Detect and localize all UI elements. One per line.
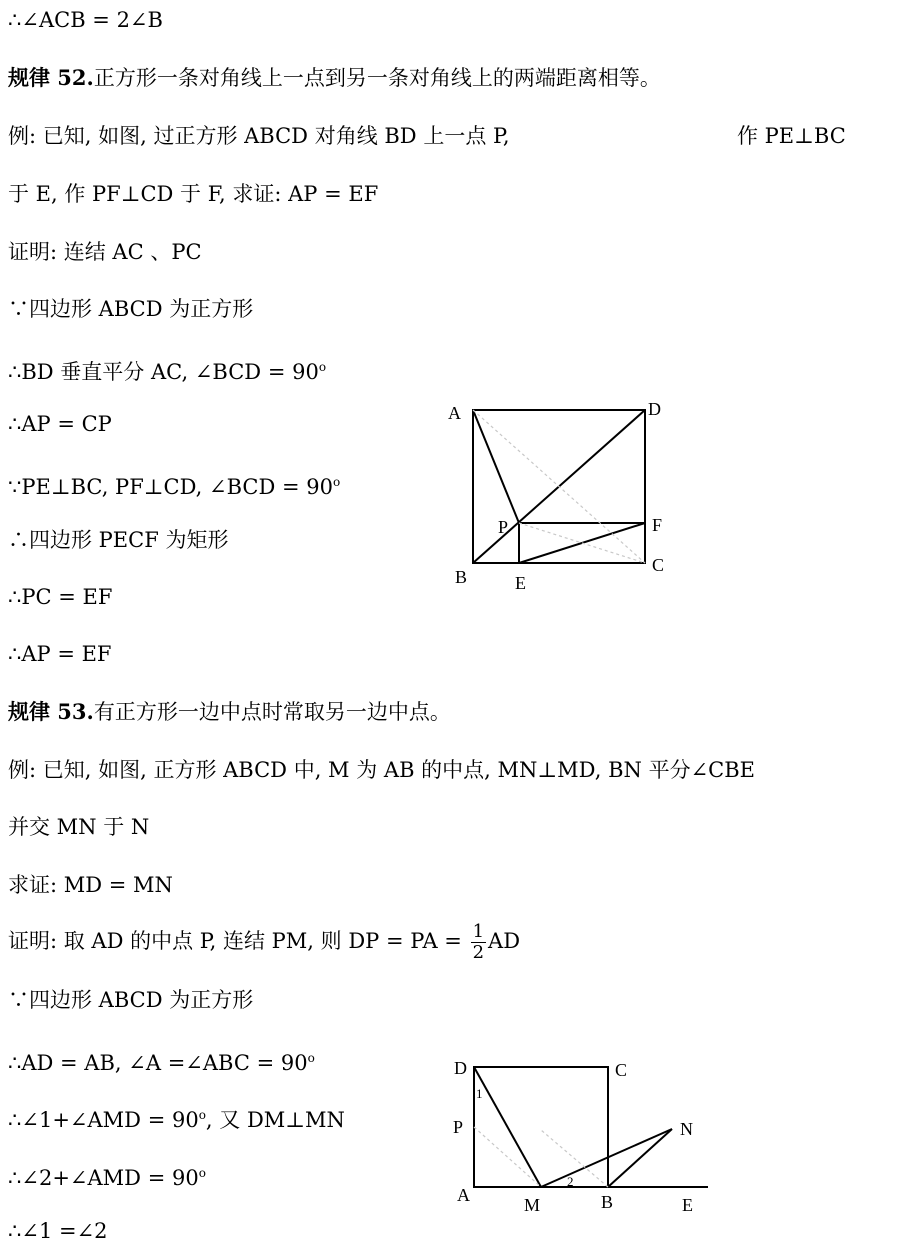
rule-52 [8, 64, 661, 92]
proof-53-step-1 [8, 922, 520, 963]
example-53-line-2: 并交 MN 于 N [8, 815, 150, 839]
proof-52-step-4: ∴AP = CP [8, 412, 112, 436]
label-d: D [648, 399, 661, 419]
rule-52-text: 正方形一条对角线上一点到另一条对角线上的两端距离相等。 [93, 66, 661, 90]
proof-52-step-2: ∵四边形 ABCD 为正方形 [8, 297, 254, 321]
label-p: P [498, 517, 509, 537]
label-a-2: A [457, 1185, 470, 1205]
proof-53-step-5 [8, 1159, 206, 1192]
proof-52-step-8: ∴AP = EF [8, 642, 112, 666]
figure-square-midpoint [440, 1050, 730, 1230]
example-53-goal: 求证: MD = MN [8, 873, 173, 897]
label-angle-1: 1 [476, 1086, 483, 1101]
segment-mn [541, 1129, 672, 1187]
fraction-one-half [471, 922, 486, 963]
square-abcd-2 [474, 1067, 608, 1187]
label-e-2: E [682, 1195, 693, 1215]
label-p-2: P [453, 1117, 464, 1137]
label-angle-2: 2 [567, 1174, 574, 1189]
proof-53-step-3 [8, 1044, 315, 1077]
proof-53-step-1-text: 证明: 取 AD 的中点 P, 连结 PM, 则 DP = PA = [8, 929, 462, 953]
proof-53-step-4-end: , 又 DM⊥MN [205, 1108, 345, 1132]
degree-mark: o [198, 1108, 206, 1122]
proof-53-step-5-text: ∴∠2+∠AMD = 90 [8, 1166, 199, 1190]
proof-53-step-3-text: ∴AD = AB, ∠A =∠ABC = 90 [8, 1051, 308, 1075]
example-52-line-1: 例: 已知, 如图, 过正方形 ABCD 对角线 BD 上一点 P, [8, 124, 510, 148]
label-f: F [652, 515, 663, 535]
segment-dm [474, 1067, 541, 1187]
label-b: B [455, 567, 468, 587]
proof-52-step-5-text: ∵PE⊥BC, PF⊥CD, ∠BCD = 90 [8, 475, 334, 499]
rule-52-heading: 规律 52. [8, 65, 94, 90]
proof-53-step-1-end: AD [488, 929, 521, 953]
degree-mark: o [318, 360, 327, 374]
proof-52-step-5 [8, 468, 340, 501]
rule-53 [8, 698, 451, 726]
fraction-denominator: 2 [472, 942, 485, 963]
proof-53-step-4-text: ∴∠1+∠AMD = 90 [8, 1108, 199, 1132]
figure-square-diagonal [430, 395, 680, 605]
proof-52-step-3-text: ∴BD 垂直平分 AC, ∠BCD = 90 [8, 360, 319, 384]
proof-52-step-3 [8, 353, 326, 386]
label-d-2: D [454, 1058, 467, 1078]
proof-53-step-4 [8, 1101, 345, 1134]
degree-mark: o [333, 475, 341, 489]
proof-53-step-6: ∴∠1 =∠2 [8, 1219, 108, 1243]
label-m: M [524, 1195, 541, 1215]
rule-53-text: 有正方形一边中点时常取另一边中点。 [93, 700, 451, 724]
label-a: A [448, 403, 461, 423]
degree-mark: o [198, 1166, 206, 1180]
example-53-line-1: 例: 已知, 如图, 正方形 ABCD 中, M 为 AB 的中点, MN⊥MD, BN 平分∠CBE [8, 758, 755, 782]
label-b-2: B [601, 1192, 614, 1212]
degree-mark: o [307, 1051, 315, 1065]
label-e: E [515, 573, 526, 593]
label-c: C [652, 555, 665, 575]
label-n: N [680, 1119, 693, 1139]
line-conclusion-acb: ∴∠ACB = 2∠B [8, 8, 163, 32]
proof-52-step-6: ∴四边形 PECF 为矩形 [8, 528, 229, 552]
segment-ap [473, 410, 519, 523]
dashed-helper-line [541, 1130, 608, 1187]
label-c-2: C [615, 1060, 628, 1080]
fraction-numerator: 1 [472, 921, 485, 942]
dashed-segment-pm [474, 1127, 541, 1187]
proof-52-step-7: ∴PC = EF [8, 585, 113, 609]
example-52-line-1-end: 作 PE⊥BC [737, 124, 846, 148]
proof-53-step-2: ∵四边形 ABCD 为正方形 [8, 988, 254, 1012]
rule-53-heading: 规律 53. [8, 699, 94, 724]
proof-52-step-1: 证明: 连结 AC 、PC [8, 240, 202, 264]
segment-bn [608, 1129, 672, 1187]
example-52-line-2: 于 E, 作 PF⊥CD 于 F, 求证: AP = EF [8, 182, 379, 206]
